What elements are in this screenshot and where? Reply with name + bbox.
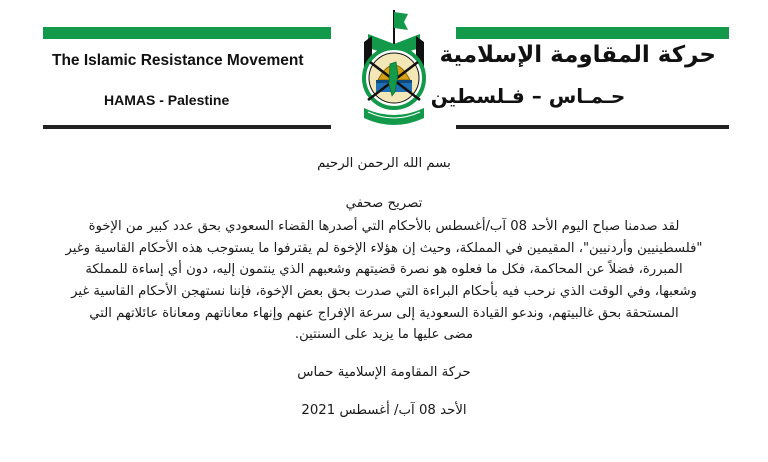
signature: حركة المقاومة الإسلامية حماس — [297, 365, 471, 380]
paragraph-line: وشعبها، وفي الوقت الذي نرحب فيه بأحكام البراءة التي صدرت بحق بعض الإخوة، فإننا نستهجن الأحكام القاسية غير — [71, 284, 697, 300]
paragraph-line: "فلسطينيين وأردنيين"، المقيمين في المملكة، وحيث إن هؤلاء الإخوة لم يقترفوا ما يستوجب هذه الأحكام القاسية وغير — [65, 240, 703, 256]
letterhead-band-left — [43, 27, 331, 39]
english-subtitle: HAMAS - Palestine — [104, 92, 230, 108]
hamas-emblem-icon — [338, 4, 450, 134]
basmala: بسم الله الرحمن الرحيم — [317, 156, 451, 171]
paragraph-line: لقد صدمنا صباح اليوم الأحد 08 آب/أغسطس بالأحكام التي أصدرها القضاء السعودي بحق عدد كبير من الإخوة — [88, 219, 680, 234]
arabic-title: حركة المقاومة الإسلامية — [439, 42, 716, 68]
paragraph-line: المستحقة بحق غالبيتهم، وندعو القيادة السعودية إلى سرعة الإفراج عنهم وإنهاء معاناتهم ومعاناة عائلاتهم التي — [89, 305, 679, 321]
letterhead-rule-left — [43, 125, 331, 129]
statement-date: الأحد 08 آب/ أغسطس 2021 — [301, 403, 467, 418]
english-title: The Islamic Resistance Movement — [52, 52, 304, 69]
statement-heading: تصريح صحفي — [345, 196, 423, 211]
letterhead-band-right — [456, 27, 729, 39]
statement-paragraph — [44, 216, 724, 346]
letterhead-rule-right — [456, 125, 729, 129]
arabic-subtitle: حـمـاس – فـلسطين — [430, 84, 626, 108]
paragraph-line: المبررة، فضلاً عن المحاكمة، فكل ما فعلوه هو نصرة قضيتهم وشعبهم الذي ينتمون إليه، دون أي إساءة للمملكة — [85, 262, 683, 278]
paragraph-line: مضى عليها ما يزيد على السنتين. — [294, 327, 474, 343]
letterhead — [0, 0, 768, 140]
